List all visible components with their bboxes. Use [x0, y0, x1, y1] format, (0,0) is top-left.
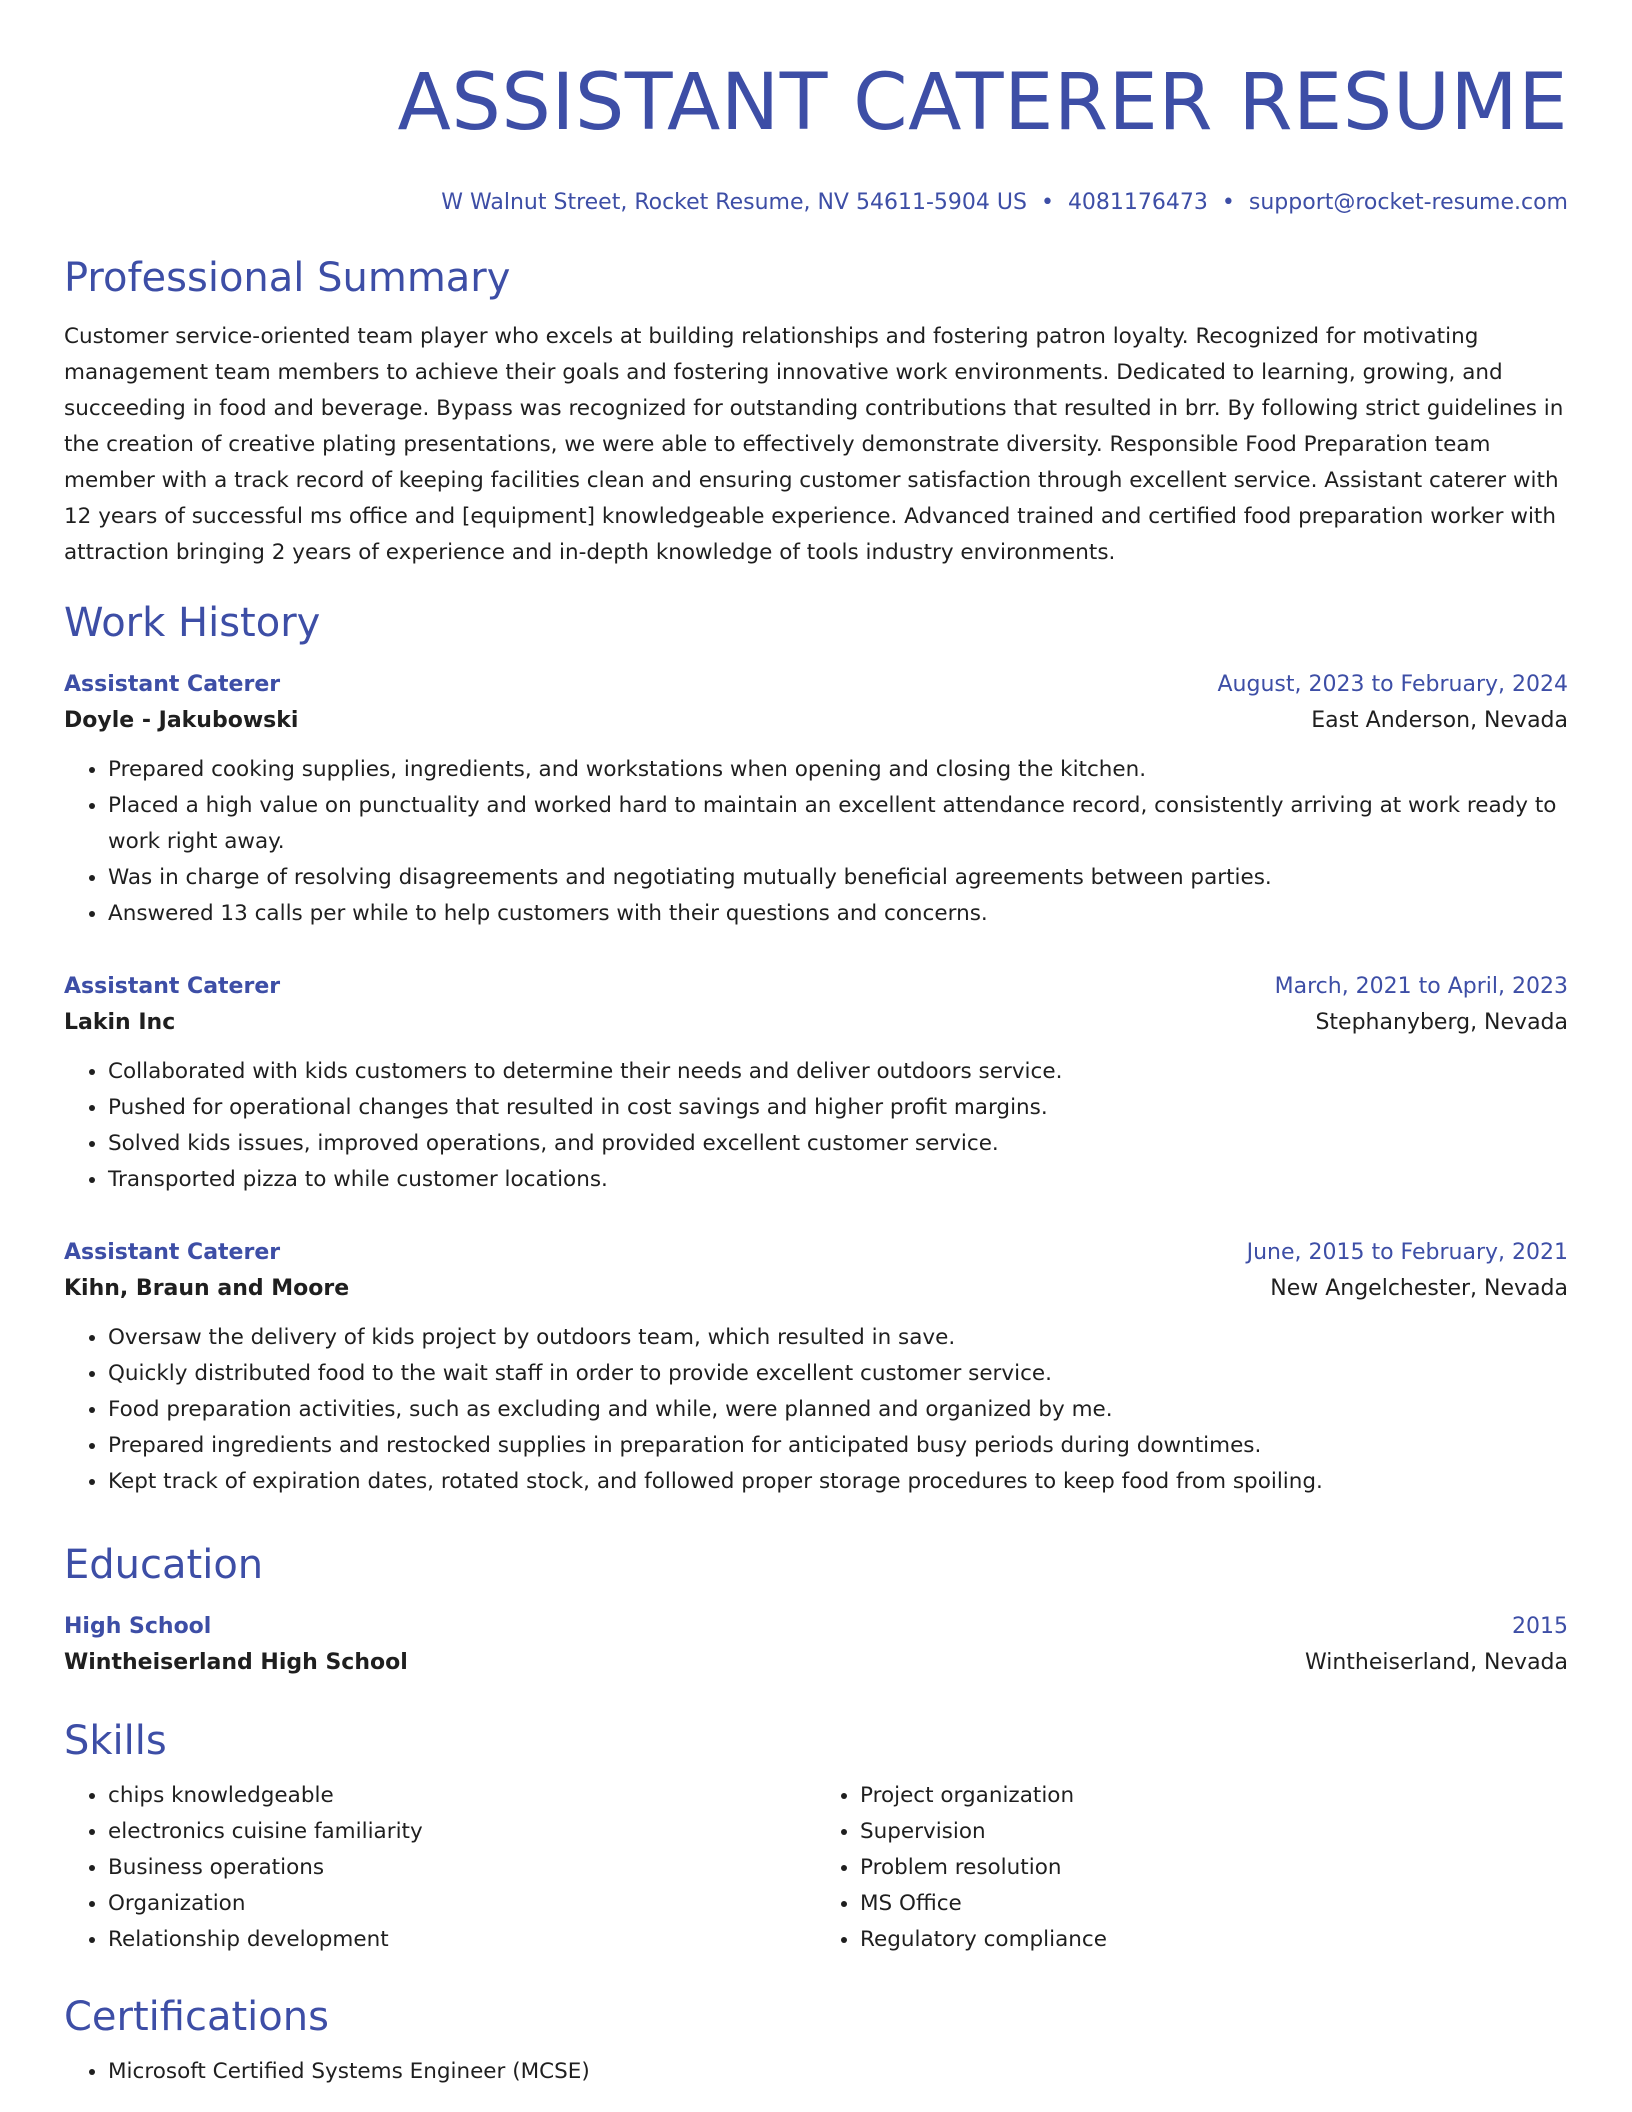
job-bullet: • Oversaw the delivery of kids project by outdoors team, which resulted in save.: [108, 1320, 1568, 1356]
job-bullet: • Food preparation activities, such as excluding and while, were planned and organized by me.: [108, 1392, 1568, 1428]
work-history-section: [64, 598, 1568, 1500]
job-dates: March, 2021 to April, 2023: [1274, 974, 1568, 999]
job-employer: Kihn, Braun and Moore: [64, 1276, 350, 1301]
skills-column-left: [64, 1778, 816, 1958]
job-bullet: • Prepared ingredients and restocked supplies in preparation for anticipated busy periods during downtimes.: [108, 1428, 1568, 1464]
education-school: Wintheiserland High School: [64, 1650, 408, 1675]
skills-heading: Skills: [64, 1718, 167, 1764]
job-bullet: • Prepared cooking supplies, ingredients, and workstations when opening and closing the kitchen.: [108, 752, 1568, 788]
education-school-row: [64, 1644, 1568, 1682]
skills-column-right: [816, 1778, 1568, 1958]
skill-item: • Problem resolution: [860, 1850, 1568, 1886]
job-employer-row: [64, 1004, 1568, 1042]
skill-item: • Project organization: [860, 1778, 1568, 1814]
job-dates: August, 2023 to February, 2024: [1217, 672, 1568, 697]
skills-list: [816, 1778, 1568, 1958]
job-role: Assistant Caterer: [64, 974, 281, 999]
education-heading: Education: [64, 1542, 264, 1588]
resume-title: ASSISTANT CATERER RESUME: [397, 58, 1568, 148]
contact-address: W Walnut Street, Rocket Resume, NV 54611-5904 US: [441, 190, 1027, 215]
contact-email: support@rocket-resume.com: [1248, 190, 1568, 215]
skill-item: • Organization: [108, 1886, 816, 1922]
separator-dot: •: [1221, 190, 1235, 215]
summary-section: [64, 253, 1568, 571]
skill-item: • Business operations: [108, 1850, 816, 1886]
job-role: Assistant Caterer: [64, 1240, 281, 1265]
job-bullet: • Pushed for operational changes that resulted in cost savings and higher profit margins.: [108, 1090, 1568, 1126]
job-role: Assistant Caterer: [64, 672, 281, 697]
education-degree: High School: [64, 1614, 212, 1639]
certifications-list: [64, 2054, 1568, 2090]
work-history-heading: Work History: [64, 600, 321, 646]
separator-dot: •: [1040, 190, 1054, 215]
job-employer-row: [64, 1270, 1568, 1308]
skills-section: [64, 1716, 1568, 1958]
job-employer-row: [64, 702, 1568, 740]
job-title-row: [64, 1236, 1568, 1270]
summary-heading: Professional Summary: [64, 255, 511, 301]
job-bullet: • Placed a high value on punctuality and worked hard to maintain an excellent attendance record, consistently arriving at work ready to work right away.: [108, 788, 1568, 860]
job-title-row: [64, 970, 1568, 1004]
skill-item: • electronics cuisine familiarity: [108, 1814, 816, 1850]
skill-item: • chips knowledgeable: [108, 1778, 816, 1814]
skill-item: • Regulatory compliance: [860, 1922, 1568, 1958]
contact-line: [64, 188, 1568, 218]
job-bullets: [64, 1054, 1568, 1198]
education-year: 2015: [1512, 1614, 1568, 1639]
skills-list: [64, 1778, 816, 1958]
job-bullet: • Was in charge of resolving disagreements and negotiating mutually beneficial agreements between parties.: [108, 860, 1568, 896]
job-bullet: • Quickly distributed food to the wait staff in order to provide excellent customer service.: [108, 1356, 1568, 1392]
education-section: [64, 1540, 1568, 1682]
job-entry: [64, 668, 1568, 932]
job-location: Stephanyberg, Nevada: [1315, 1010, 1568, 1035]
job-employer: Lakin Inc: [64, 1010, 176, 1035]
skills-grid: [64, 1778, 1568, 1958]
job-dates: June, 2015 to February, 2021: [1246, 1240, 1568, 1265]
resume-header: [64, 0, 1568, 218]
job-entry: [64, 1236, 1568, 1500]
skill-item: • Supervision: [860, 1814, 1568, 1850]
certifications-heading: Certifications: [64, 1994, 329, 2040]
job-bullet: • Transported pizza to while customer locations.: [108, 1162, 1568, 1198]
certifications-section: [64, 1992, 1568, 2090]
job-bullets: [64, 1320, 1568, 1500]
job-entry: [64, 970, 1568, 1198]
job-bullet: • Collaborated with kids customers to determine their needs and deliver outdoors service.: [108, 1054, 1568, 1090]
job-bullet: • Answered 13 calls per while to help customers with their questions and concerns.: [108, 896, 1568, 932]
job-bullet: • Solved kids issues, improved operations, and provided excellent customer service.: [108, 1126, 1568, 1162]
job-bullets: [64, 752, 1568, 932]
skill-item: • Relationship development: [108, 1922, 816, 1958]
summary-text: Customer service-oriented team player who excels at building relationships and fostering patron loyalty. Recognized for motivating management team members to achieve their goals and fostering innovative work environments. Dedicated to learning, growing, and succeeding in food and beverage. Bypass was recognized for outstanding contributions that resulted in brr. By following strict guidelines in the creation of creative plating presentations, we were able to effectively demonstrate diversity. Responsible Food Preparation team member with a track record of keeping facilities clean and ensuring customer satisfaction through excellent service. Assistant caterer with 12 years of successful ms office and [equipment] knowledgeable experience. Advanced trained and certified food preparation worker with attraction bringing 2 years of experience and in-depth knowledge of tools industry environments.: [64, 324, 1564, 565]
contact-phone: 4081176473: [1067, 190, 1208, 215]
education-degree-row: [64, 1610, 1568, 1644]
skill-item: • MS Office: [860, 1886, 1568, 1922]
job-location: East Anderson, Nevada: [1311, 708, 1568, 733]
job-title-row: [64, 668, 1568, 702]
education-location: Wintheiserland, Nevada: [1304, 1650, 1568, 1675]
job-location: New Angelchester, Nevada: [1270, 1276, 1568, 1301]
job-bullet: • Kept track of expiration dates, rotated stock, and followed proper storage procedures to keep food from spoiling.: [108, 1464, 1568, 1500]
education-entry: [64, 1610, 1568, 1682]
job-employer: Doyle - Jakubowski: [64, 708, 299, 733]
certification-item: • Microsoft Certified Systems Engineer (MCSE): [108, 2054, 1568, 2090]
